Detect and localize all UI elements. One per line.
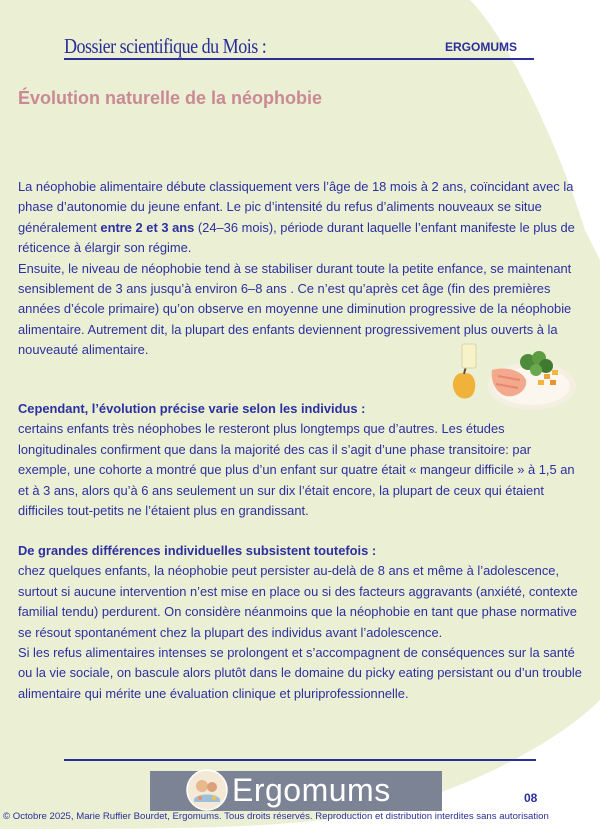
page-number: 08 bbox=[524, 791, 538, 805]
paragraph-2-body: certains enfants très néophobes le resteront plus longtemps que d’autres. Les études longitudinales confirment que dans la majorité des cas il s’agit d’une phase transitoire: par exemple, une cohorte a montré que plus d’un enfant sur quatre était « mangeur difficile » à 1,5 an et à 3 ans, alors qu’à 6 ans seulement un sur dix l’était encore, la plupart de ceux qui étaient difficiles tout-petits ne l’étaient plus en grandissant. bbox=[18, 421, 575, 519]
paragraph-individual-variation bbox=[18, 399, 584, 521]
ergomums-logo-icon bbox=[186, 769, 228, 811]
paragraph-3-body: chez quelques enfants, la néophobie peut persister au-delà de 8 ans et même à l’adolescence, surtout si aucune intervention n’est mise en place ou si des facteurs aggravants (anxiété, contexte familial tendu) perdurent. On considère néanmoins que la néophobie en tant que phase normative se résout spontanément chez la plupart des individus avant l’adolescence. bbox=[18, 563, 578, 640]
paragraph-3-heading-text: De grandes différences individuelles subsistent toutefois : bbox=[18, 543, 377, 558]
footer-wordmark: Ergomums bbox=[232, 772, 391, 808]
paragraph-2-heading-text: Cependant, l’évolution précise varie selon les individus : bbox=[18, 401, 366, 416]
paragraph-2-heading bbox=[18, 399, 584, 419]
paragraph-3-body-2: Si les refus alimentaires intenses se prolongent et s’accompagnent de conséquences sur la santé ou la vie sociale, on bascule alors plutôt dans le domaine du picky eating persistant ou d’un trouble alimentaire qui mérite une évaluation clinique et pluriprofessionnelle. bbox=[18, 645, 582, 701]
header-title: Dossier scientifique du Mois : bbox=[64, 34, 267, 58]
paragraph-3-heading bbox=[18, 541, 584, 561]
paragraph-1-bold: entre 2 et 3 ans bbox=[100, 219, 195, 235]
paragraph-1-text-b: (24–36 mois), période durant laquelle l’enfant manifeste le plus de réticence à élargir son régime. bbox=[18, 219, 575, 256]
footer-banner bbox=[150, 769, 442, 813]
section-title: Évolution naturelle de la néophobie bbox=[18, 88, 323, 108]
header-divider bbox=[64, 58, 534, 60]
copyright-notice: © Octobre 2025, Marie Ruffier Bourdet, Ergomums. Tous droits réservés. Reproduction et distribution interdites sans autorisation bbox=[3, 811, 549, 822]
paragraph-1-continued: Ensuite, le niveau de néophobie tend à se stabiliser durant toute la petite enfance, se maintenant sensiblement de 3 ans jusqu’à environ 6–8 ans . Ce n’est qu’après cet âge (fin des premières années d’école primaire) qu’on observe en moyenne une diminution progressive de la néophobie alimentaire. Autrement dit, la plupart des enfants deviennent progressivement plus ouverts à la nouveauté alimentaire. bbox=[18, 260, 572, 358]
paragraph-1 bbox=[18, 177, 584, 259]
header-brand: ERGOMUMS bbox=[445, 40, 517, 54]
paragraph-1-text-a: La néophobie alimentaire débute classiquement vers l’âge de 18 mois à 2 ans, coïncidant avec la phase d’autonomie du jeune enfant. Le pic d’intensité du refus d’aliments nouveaux se situe généralement bbox=[18, 179, 574, 235]
paragraph-individual-differences bbox=[18, 541, 584, 704]
paragraph-evolution bbox=[18, 177, 584, 361]
footer-divider bbox=[64, 759, 536, 761]
